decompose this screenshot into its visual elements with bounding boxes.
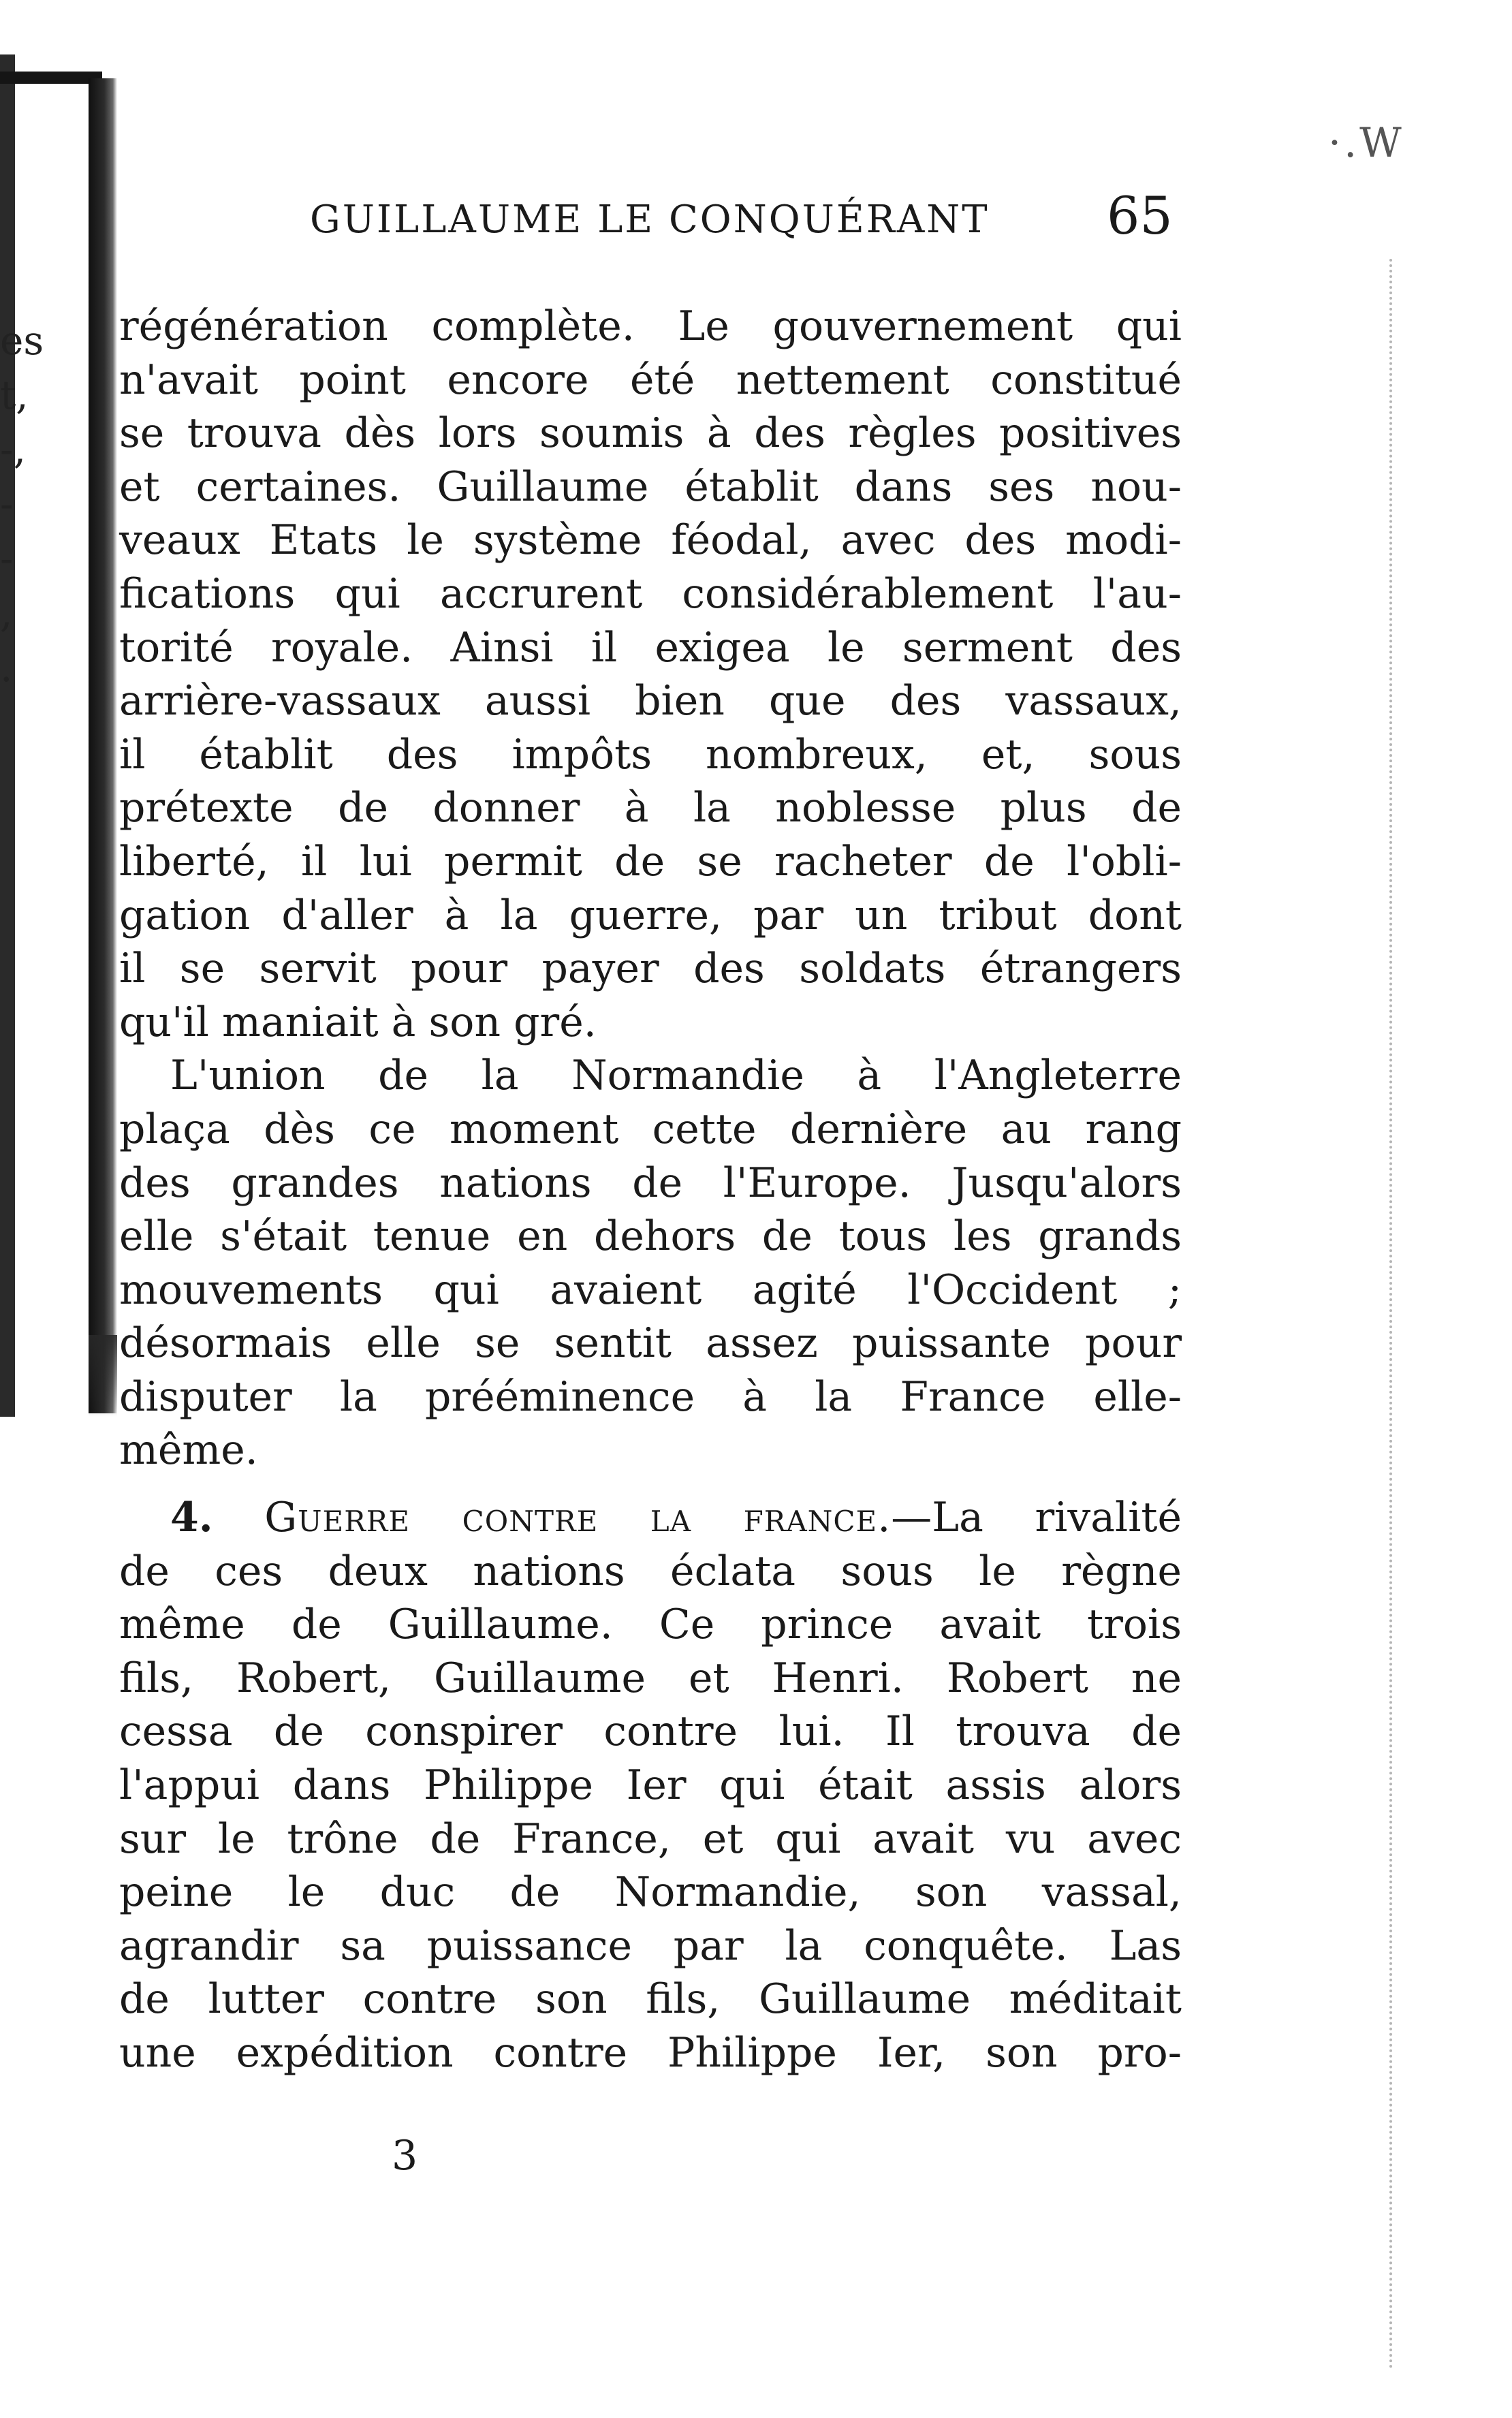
text-line: des grandes nations de l'Europe. Jusqu'alors bbox=[119, 1159, 1182, 1207]
text-line: se trouva dès lors soumis à des règles positives bbox=[119, 409, 1182, 458]
text-line: fications qui accrurent considérablement l'au- bbox=[119, 569, 1182, 618]
text-line: n'avait point encore été nettement constitué bbox=[119, 356, 1182, 404]
text-line: gation d'aller à la guerre, par un tribut dont bbox=[119, 891, 1182, 939]
text-line: de lutter contre son fils, Guillaume méditait bbox=[119, 1975, 1182, 2024]
section-heading: Guerre contre la france. bbox=[264, 1494, 892, 1542]
text-line: qu'il maniait à son gré. bbox=[119, 998, 597, 1046]
text-line: elle s'était tenue en dehors de tous les grands bbox=[119, 1212, 1182, 1261]
text-line: disputer la prééminence à la France elle- bbox=[119, 1372, 1182, 1421]
text-line: liberté, il lui permit de se racheter de l'obli- bbox=[119, 837, 1182, 885]
text-line: agrandir sa puissance par la conquête. Las bbox=[119, 1921, 1182, 1970]
margin-fragment: , bbox=[0, 590, 13, 636]
text-line: veaux Etats le système féodal, avec des modi- bbox=[119, 516, 1182, 565]
text-line: il établit des impôts nombreux, et, sous bbox=[119, 730, 1182, 779]
text-line: et certaines. Guillaume établit dans ses nou- bbox=[119, 462, 1182, 511]
gutter-shadow-fade bbox=[89, 1335, 117, 1417]
text-line: de ces deux nations éclata sous le règne bbox=[119, 1547, 1182, 1595]
text-line: une expédition contre Philippe Ier, son pro- bbox=[119, 2029, 1182, 2077]
text-line: peine le duc de Normandie, son vassal, bbox=[119, 1868, 1182, 1917]
paragraph-gap bbox=[119, 1477, 1182, 1491]
margin-fragment: . bbox=[0, 644, 13, 691]
margin-fragment: -, bbox=[0, 426, 27, 473]
text-line: prétexte de donner à la noblesse plus de bbox=[119, 784, 1182, 832]
text-line: même de Guillaume. Ce prince avait trois bbox=[119, 1601, 1182, 1649]
text-line: L'union de la Normandie à l'Angleterre bbox=[170, 1052, 1182, 1100]
binding-shadow bbox=[0, 54, 15, 1417]
paragraph bbox=[119, 300, 1182, 1049]
text-line: l'appui dans Philippe Ier qui était assis alors bbox=[119, 1761, 1182, 1810]
text-line: torité royale. Ainsi il exigea le serment des bbox=[119, 623, 1182, 672]
text-line: mouvements qui avaient agité l'Occident ; bbox=[119, 1266, 1182, 1314]
text-line: plaça dès ce moment cette dernière au rang bbox=[119, 1105, 1182, 1153]
margin-fragment: - bbox=[0, 481, 14, 527]
text-line: fils, Robert, Guillaume et Henri. Robert ne bbox=[119, 1654, 1182, 1702]
corner-mark: ·.W bbox=[1328, 119, 1404, 167]
page-edge bbox=[1389, 259, 1393, 2370]
margin-fragment: es bbox=[0, 317, 44, 364]
paragraph bbox=[119, 1049, 1182, 1477]
text-line: il se servit pour payer des soldats étrangers bbox=[119, 945, 1182, 993]
text-body bbox=[119, 300, 1182, 2080]
running-header: GUILLAUME LE CONQUÉRANT bbox=[310, 198, 990, 242]
gutter-shadow bbox=[89, 78, 117, 1413]
signature-mark: 3 bbox=[392, 2132, 418, 2180]
text-line: sur le trône de France, et qui avait vu avec bbox=[119, 1815, 1182, 1863]
page-number: 65 bbox=[1107, 185, 1173, 246]
margin-fragment: - bbox=[0, 535, 14, 582]
paragraph bbox=[119, 1491, 1182, 2080]
section-number: 4. bbox=[170, 1494, 213, 1542]
text-line: régénération complète. Le gouvernement qui bbox=[119, 302, 1182, 350]
text-fragment: —La rivalité bbox=[891, 1494, 1182, 1542]
text-line: même. bbox=[119, 1426, 258, 1475]
top-rule bbox=[0, 72, 102, 84]
section-heading-line bbox=[119, 1491, 1182, 1545]
text-line: désormais elle se sentit assez puissante pour bbox=[119, 1319, 1182, 1368]
facing-page-fragments bbox=[0, 313, 54, 695]
margin-fragment: t, bbox=[0, 372, 29, 418]
text-line: cessa de conspirer contre lui. Il trouva de bbox=[119, 1708, 1182, 1756]
text-line: arrière-vassaux aussi bien que des vassaux, bbox=[119, 677, 1182, 725]
